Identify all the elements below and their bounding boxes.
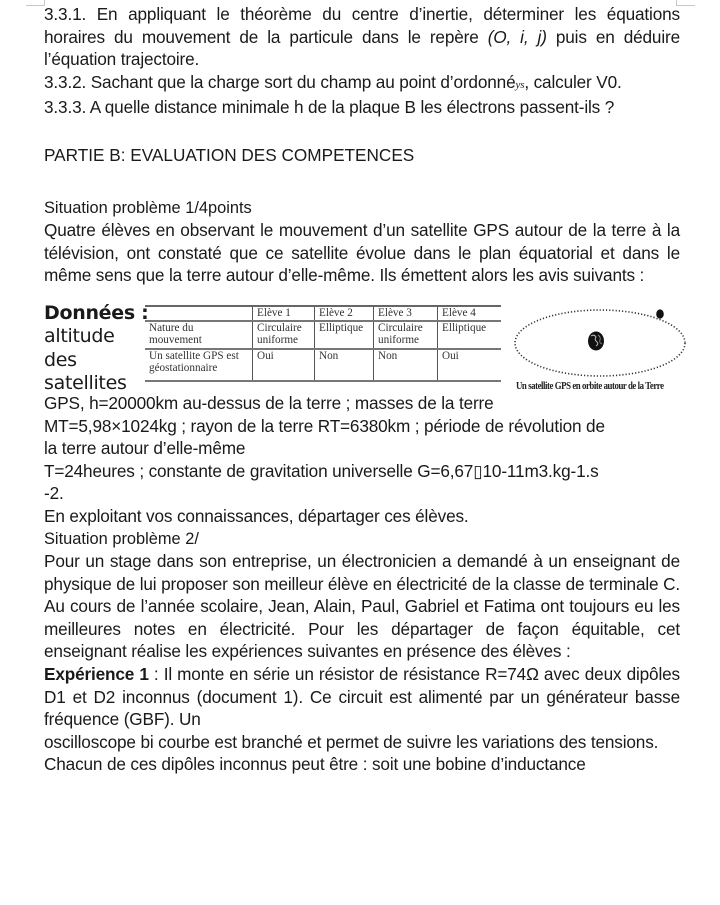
donnees-heading: Données : bbox=[44, 301, 149, 324]
satellite-icon bbox=[656, 309, 664, 318]
table-cell: Elliptique bbox=[438, 321, 502, 349]
ys-symbol: ys bbox=[515, 78, 525, 91]
donnees-line: des bbox=[44, 348, 77, 371]
data-line: -2. bbox=[44, 483, 64, 504]
figure-caption: Un satellite GPS en orbite autour de la Terre bbox=[516, 380, 664, 392]
question-3-3-2 bbox=[44, 71, 680, 97]
dipoles-line: Chacun de ces dipôles inconnus peut être : soit une bobine d’inductance bbox=[44, 754, 586, 775]
donnees-line: altitude bbox=[44, 325, 115, 348]
table-header-row bbox=[145, 306, 501, 321]
table-cell: Circulaire uniforme bbox=[253, 321, 315, 349]
document-page bbox=[44, 3, 680, 776]
question-text-end: , calculer V0. bbox=[524, 71, 622, 92]
question-text: 3.3.2. Sachant que la charge sort du champ au point d’ordonné bbox=[44, 71, 516, 92]
table-cell: Oui bbox=[438, 349, 502, 381]
students-opinions-table bbox=[145, 305, 501, 382]
situation-2-title: Situation problème 2/ bbox=[44, 529, 199, 548]
situation-1-title: Situation problème 1/4points bbox=[44, 198, 252, 217]
earth-icon bbox=[588, 331, 604, 350]
table-header-cell: Elève 3 bbox=[374, 306, 438, 321]
table-header-cell: Elève 2 bbox=[315, 306, 374, 321]
question-text-end: puis en déduire l’équation trajectoire. bbox=[44, 26, 680, 70]
table-cell: Non bbox=[315, 349, 374, 381]
experience-1-continued: oscilloscope bi courbe est branché et permet de suivre les variations des tensions. bbox=[44, 731, 659, 752]
table-header-cell: Elève 1 bbox=[253, 306, 315, 321]
experience-1-text: : Il monte en série un résistor de résistance R=74Ω avec deux dipôles D1 et D2 inconnus (document 1). Ce circuit est alimenté par un générateur basse fréquence (GBF). Un bbox=[44, 664, 680, 730]
table-cell: Un satellite GPS est géostationnaire bbox=[145, 349, 253, 381]
experience-1-label: Expérience 1 bbox=[44, 664, 149, 685]
question-text: 3.3.1. En appliquant le théorème du centre d’inertie, déterminer les équations horaires du mouvement de la particule dans le repère bbox=[44, 4, 680, 47]
table-row bbox=[145, 321, 501, 349]
data-line: T=24heures ; constante de gravitation universelle G=6,67▯10-11m3.kg-1.s bbox=[44, 460, 599, 481]
experience-1-paragraph bbox=[44, 663, 680, 731]
data-line: GPS, h=20000km au-dessus de la terre ; masses de la terre bbox=[44, 392, 494, 413]
donnees-block bbox=[44, 299, 680, 397]
data-line: MT=5,98×1024kg ; rayon de la terre RT=6380km ; période de révolution de bbox=[44, 415, 605, 436]
donnees-label bbox=[44, 302, 148, 396]
donnees-line: satellites bbox=[44, 372, 127, 395]
page-corner-mark-left bbox=[26, 0, 45, 6]
situation-1-task: En exploitant vos connaissances, départager ces élèves. bbox=[44, 505, 469, 526]
frame-notation: (O, i, j) bbox=[487, 26, 547, 47]
table-cell: Circulaire uniforme bbox=[374, 321, 438, 349]
table-header-cell bbox=[145, 306, 253, 321]
table-cell: Non bbox=[374, 349, 438, 381]
table-cell: Nature du mouvement bbox=[145, 321, 253, 349]
table-cell: Elliptique bbox=[315, 321, 374, 349]
situation-2-intro: Pour un stage dans son entreprise, un électronicien a demandé à un enseignant de physique de lui proposer son meilleur élève en électricité de la classe de terminale C. Au cours de l’année scolaire, Jean, Alain, Paul, Gabriel et Fatima ont toujours eu les meilleures notes en électricité. Pour les départager de façon équitable, cet enseignant réalise les expériences suivantes en présence des élèves : bbox=[44, 551, 680, 662]
table-row bbox=[145, 349, 501, 381]
data-line: la terre autour d’elle-même bbox=[44, 438, 246, 459]
question-3-3-1 bbox=[44, 3, 680, 71]
part-b-title: PARTIE B: EVALUATION DES COMPETENCES bbox=[44, 144, 415, 165]
question-3-3-3: 3.3.3. A quelle distance minimale h de la plaque B les électrons passent-ils ? bbox=[44, 97, 615, 118]
table-header-cell: Elève 4 bbox=[438, 306, 502, 321]
table-cell: Oui bbox=[253, 349, 315, 381]
situation-1-intro: Quatre élèves en observant le mouvement d’un satellite GPS autour de la terre à la télévision, ont constaté que ce satellite évolue dans le plan équatorial et dans le même sens que la terre autour d’elle-même. Ils émettent alors les avis suivants : bbox=[44, 220, 680, 286]
